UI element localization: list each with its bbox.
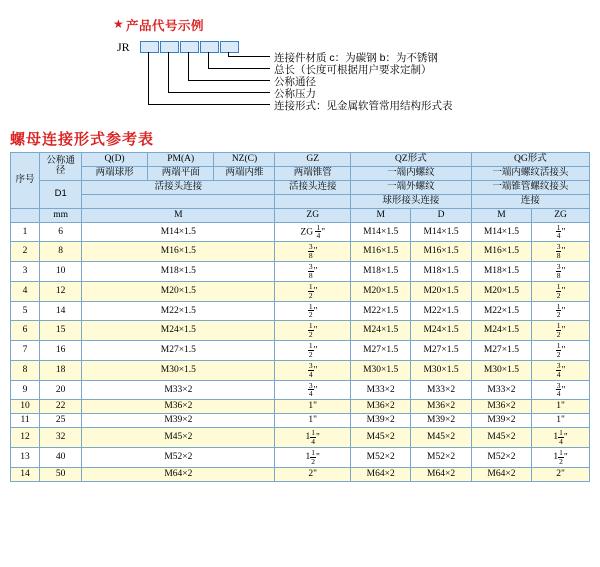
header-qg-desc: 一端内螺纹活接头 xyxy=(471,166,589,180)
cell-zg: $\frac{1}{2}$ " xyxy=(275,281,351,301)
header-gz-desc: 两端锥管 xyxy=(275,166,351,180)
table-header-row-5 xyxy=(11,208,590,222)
cell-qg-m: M22×1.5 xyxy=(471,301,531,321)
leader-v-2 xyxy=(208,52,209,68)
star-icon: ★ xyxy=(113,17,124,31)
table-row xyxy=(11,467,590,481)
cell-zg: 1 $\frac{1}{2}$ " xyxy=(275,447,351,467)
cell-index: 9 xyxy=(11,380,40,400)
code-box-2 xyxy=(160,41,179,53)
cell-m: M24×1.5 xyxy=(82,321,275,341)
cell-m: M39×2 xyxy=(82,414,275,428)
diagram-label-pressure: 公称压力 xyxy=(274,88,316,100)
cell-index: 13 xyxy=(11,447,40,467)
cell-qz-d: M30×1.5 xyxy=(411,360,471,380)
cell-index: 2 xyxy=(11,242,40,262)
cell-dn: 16 xyxy=(40,341,82,361)
cell-qg-m: M24×1.5 xyxy=(471,321,531,341)
header-blank-gz xyxy=(275,194,351,208)
cell-qz-d: M18×1.5 xyxy=(411,262,471,282)
cell-m: M14×1.5 xyxy=(82,222,275,242)
table-row xyxy=(11,400,590,414)
header-unit-qg-zg: ZG xyxy=(532,208,590,222)
cell-index: 8 xyxy=(11,360,40,380)
cell-qg-m: M27×1.5 xyxy=(471,341,531,361)
cell-index: 14 xyxy=(11,467,40,481)
cell-qz-d: M14×1.5 xyxy=(411,222,471,242)
header-group-gz: GZ xyxy=(275,153,351,167)
cell-m: M52×2 xyxy=(82,447,275,467)
cell-index: 5 xyxy=(11,301,40,321)
cell-m: M20×1.5 xyxy=(82,281,275,301)
cell-qz-m: M14×1.5 xyxy=(351,222,411,242)
cell-qg-m: M52×2 xyxy=(471,447,531,467)
code-box-3 xyxy=(180,41,199,53)
cell-m: M33×2 xyxy=(82,380,275,400)
header-qz-ball: 球形接头连接 xyxy=(351,194,472,208)
cell-qz-m: M52×2 xyxy=(351,447,411,467)
table-row xyxy=(11,380,590,400)
cell-qg-zg: $\frac{3}{8}$ " xyxy=(532,242,590,262)
cell-index: 12 xyxy=(11,428,40,448)
cell-m: M22×1.5 xyxy=(82,301,275,321)
cell-qg-m: M64×2 xyxy=(471,467,531,481)
cell-qg-m: M20×1.5 xyxy=(471,281,531,301)
cell-zg: 1" xyxy=(275,414,351,428)
header-unit-zg: ZG xyxy=(275,208,351,222)
cell-index: 7 xyxy=(11,341,40,361)
cell-index: 11 xyxy=(11,414,40,428)
header-index: 序号 xyxy=(11,153,40,209)
table-body xyxy=(11,222,590,481)
cell-dn: 8 xyxy=(40,242,82,262)
header-unit-qz-d: D xyxy=(411,208,471,222)
cell-qz-m: M33×2 xyxy=(351,380,411,400)
cell-qz-m: M27×1.5 xyxy=(351,341,411,361)
cell-index: 10 xyxy=(11,400,40,414)
cell-qz-d: M45×2 xyxy=(411,428,471,448)
cell-m: M18×1.5 xyxy=(82,262,275,282)
cell-qg-zg: 2" xyxy=(532,467,590,481)
table-row xyxy=(11,428,590,448)
cell-index: 4 xyxy=(11,281,40,301)
code-box-5 xyxy=(220,41,239,53)
header-gz-union: 活接头连接 xyxy=(275,180,351,194)
cell-m: M45×2 xyxy=(82,428,275,448)
cell-dn: 6 xyxy=(40,222,82,242)
cell-qz-d: M52×2 xyxy=(411,447,471,467)
header-left-union: 活接头连接 xyxy=(82,180,275,194)
leader-v-3 xyxy=(188,52,189,80)
code-box-4 xyxy=(200,41,219,53)
cell-qz-d: M39×2 xyxy=(411,414,471,428)
cell-zg: 1 $\frac{1}{4}$ " xyxy=(275,428,351,448)
cell-qz-d: M16×1.5 xyxy=(411,242,471,262)
header-blank-left xyxy=(82,194,275,208)
table-row xyxy=(11,301,590,321)
cell-zg: $\frac{1}{2}$ " xyxy=(275,321,351,341)
table-row xyxy=(11,242,590,262)
header-group-pma: PM(A) xyxy=(147,153,214,167)
cell-dn: 40 xyxy=(40,447,82,467)
cell-dn: 50 xyxy=(40,467,82,481)
cell-qg-zg: $\frac{1}{2}$ " xyxy=(532,281,590,301)
leader-h-2 xyxy=(208,68,270,69)
header-unit-qg-m: M xyxy=(471,208,531,222)
table-row xyxy=(11,321,590,341)
header-qz-desc: 一端内螺纹 xyxy=(351,166,472,180)
cell-qz-d: M22×1.5 xyxy=(411,301,471,321)
header-unit-blank xyxy=(11,208,40,222)
table-row xyxy=(11,341,590,361)
header-pma-desc: 两端平面 xyxy=(147,166,214,180)
cell-qg-zg: $\frac{1}{2}$ " xyxy=(532,341,590,361)
cell-zg: $\frac{3}{8}$ " xyxy=(275,262,351,282)
cell-index: 3 xyxy=(11,262,40,282)
header-qd-desc: 两端球形 xyxy=(82,166,148,180)
cell-zg: $\frac{1}{2}$ " xyxy=(275,301,351,321)
header-group-qg: QG形式 xyxy=(471,153,589,167)
table-header-row-2 xyxy=(11,166,590,180)
cell-dn: 10 xyxy=(40,262,82,282)
cell-qz-m: M18×1.5 xyxy=(351,262,411,282)
table-title: 螺母连接形式参考表 xyxy=(10,131,155,148)
diagram-label-length: 总长（长度可根据用户要求定制） xyxy=(274,64,432,76)
cell-zg: ZG $\frac{1}{4}$ " xyxy=(275,222,351,242)
cell-index: 1 xyxy=(11,222,40,242)
table-row xyxy=(11,262,590,282)
cell-index: 6 xyxy=(11,321,40,341)
diagram-title: 产品代号示例 xyxy=(126,19,205,33)
cell-zg: $\frac{3}{4}$ " xyxy=(275,380,351,400)
cell-zg: $\frac{3}{8}$ " xyxy=(275,242,351,262)
cell-dn: 25 xyxy=(40,414,82,428)
cell-m: M30×1.5 xyxy=(82,360,275,380)
cell-m: M64×2 xyxy=(82,467,275,481)
leader-h-1 xyxy=(228,56,270,57)
diagram-label-dn: 公称通径 xyxy=(274,76,316,88)
nut-connection-table xyxy=(10,152,590,482)
cell-qg-zg: $\frac{3}{4}$ " xyxy=(532,360,590,380)
cell-qz-d: M33×2 xyxy=(411,380,471,400)
cell-qz-d: M27×1.5 xyxy=(411,341,471,361)
header-group-qz: QZ形式 xyxy=(351,153,472,167)
cell-dn: 14 xyxy=(40,301,82,321)
table-row xyxy=(11,360,590,380)
table-header-row-3 xyxy=(11,180,590,194)
cell-qg-m: M30×1.5 xyxy=(471,360,531,380)
cell-qz-m: M45×2 xyxy=(351,428,411,448)
leader-h-3 xyxy=(188,80,270,81)
cell-qg-zg: 1" xyxy=(532,400,590,414)
header-dn: 公称通径 xyxy=(40,153,82,181)
diagram-label-connection: 连接形式：见金属软管常用结构形式表 xyxy=(274,100,453,112)
cell-qz-d: M64×2 xyxy=(411,467,471,481)
cell-qz-m: M39×2 xyxy=(351,414,411,428)
header-qg-connect: 连接 xyxy=(471,194,589,208)
cell-qz-m: M24×1.5 xyxy=(351,321,411,341)
table-row xyxy=(11,281,590,301)
header-group-nzc: NZ(C) xyxy=(214,153,275,167)
table-header-row-1 xyxy=(11,153,590,167)
cell-qz-m: M16×1.5 xyxy=(351,242,411,262)
cell-qg-zg: $\frac{3}{8}$ " xyxy=(532,262,590,282)
cell-dn: 15 xyxy=(40,321,82,341)
leader-v-4 xyxy=(168,52,169,92)
cell-qz-m: M30×1.5 xyxy=(351,360,411,380)
cell-dn: 20 xyxy=(40,380,82,400)
cell-dn: 18 xyxy=(40,360,82,380)
header-group-qd: Q(D) xyxy=(82,153,148,167)
cell-qg-zg: 1 $\frac{1}{4}$ " xyxy=(532,428,590,448)
cell-zg: $\frac{3}{4}$ " xyxy=(275,360,351,380)
cell-qg-m: M39×2 xyxy=(471,414,531,428)
cell-qg-zg: $\frac{3}{4}$ " xyxy=(532,380,590,400)
code-box-1 xyxy=(140,41,159,53)
table-row xyxy=(11,447,590,467)
cell-dn: 12 xyxy=(40,281,82,301)
header-qg-taper: 一端锥管螺纹接头 xyxy=(471,180,589,194)
cell-qg-m: M45×2 xyxy=(471,428,531,448)
leader-h-4 xyxy=(168,92,270,93)
cell-dn: 32 xyxy=(40,428,82,448)
cell-qg-zg: 1" xyxy=(532,414,590,428)
table-row xyxy=(11,414,590,428)
cell-qz-m: M22×1.5 xyxy=(351,301,411,321)
cell-m: M27×1.5 xyxy=(82,341,275,361)
header-d1: D1 xyxy=(40,180,82,208)
cell-zg: $\frac{1}{2}$ " xyxy=(275,341,351,361)
cell-dn: 22 xyxy=(40,400,82,414)
cell-qg-zg: 1 $\frac{1}{2}$ " xyxy=(532,447,590,467)
header-unit-m: M xyxy=(82,208,275,222)
header-unit-mm: mm xyxy=(40,208,82,222)
cell-m: M36×2 xyxy=(82,400,275,414)
cell-qz-d: M36×2 xyxy=(411,400,471,414)
cell-qg-m: M14×1.5 xyxy=(471,222,531,242)
header-nzc-desc: 两端内维 xyxy=(214,166,275,180)
code-prefix: JR xyxy=(117,40,130,54)
cell-zg: 2" xyxy=(275,467,351,481)
cell-qz-d: M20×1.5 xyxy=(411,281,471,301)
cell-qz-d: M24×1.5 xyxy=(411,321,471,341)
cell-qz-m: M20×1.5 xyxy=(351,281,411,301)
cell-qz-m: M64×2 xyxy=(351,467,411,481)
cell-qz-m: M36×2 xyxy=(351,400,411,414)
header-unit-qz-m: M xyxy=(351,208,411,222)
leader-h-5 xyxy=(148,104,270,105)
cell-qg-m: M18×1.5 xyxy=(471,262,531,282)
cell-qg-m: M36×2 xyxy=(471,400,531,414)
cell-qg-m: M16×1.5 xyxy=(471,242,531,262)
table-header-row-4 xyxy=(11,194,590,208)
cell-qg-m: M33×2 xyxy=(471,380,531,400)
diagram-label-material: 连接件材质 c：为碳钢 b：为不锈钢 xyxy=(274,52,438,64)
product-code-diagram xyxy=(0,0,600,120)
cell-m: M16×1.5 xyxy=(82,242,275,262)
table-head xyxy=(11,153,590,223)
cell-qg-zg: $\frac{1}{2}$ " xyxy=(532,321,590,341)
leader-v-5 xyxy=(148,52,149,104)
header-qz-external: 一端外螺纹 xyxy=(351,180,472,194)
cell-qg-zg: $\frac{1}{2}$ " xyxy=(532,301,590,321)
cell-zg: 1" xyxy=(275,400,351,414)
cell-qg-zg: $\frac{1}{4}$ " xyxy=(532,222,590,242)
table-row xyxy=(11,222,590,242)
